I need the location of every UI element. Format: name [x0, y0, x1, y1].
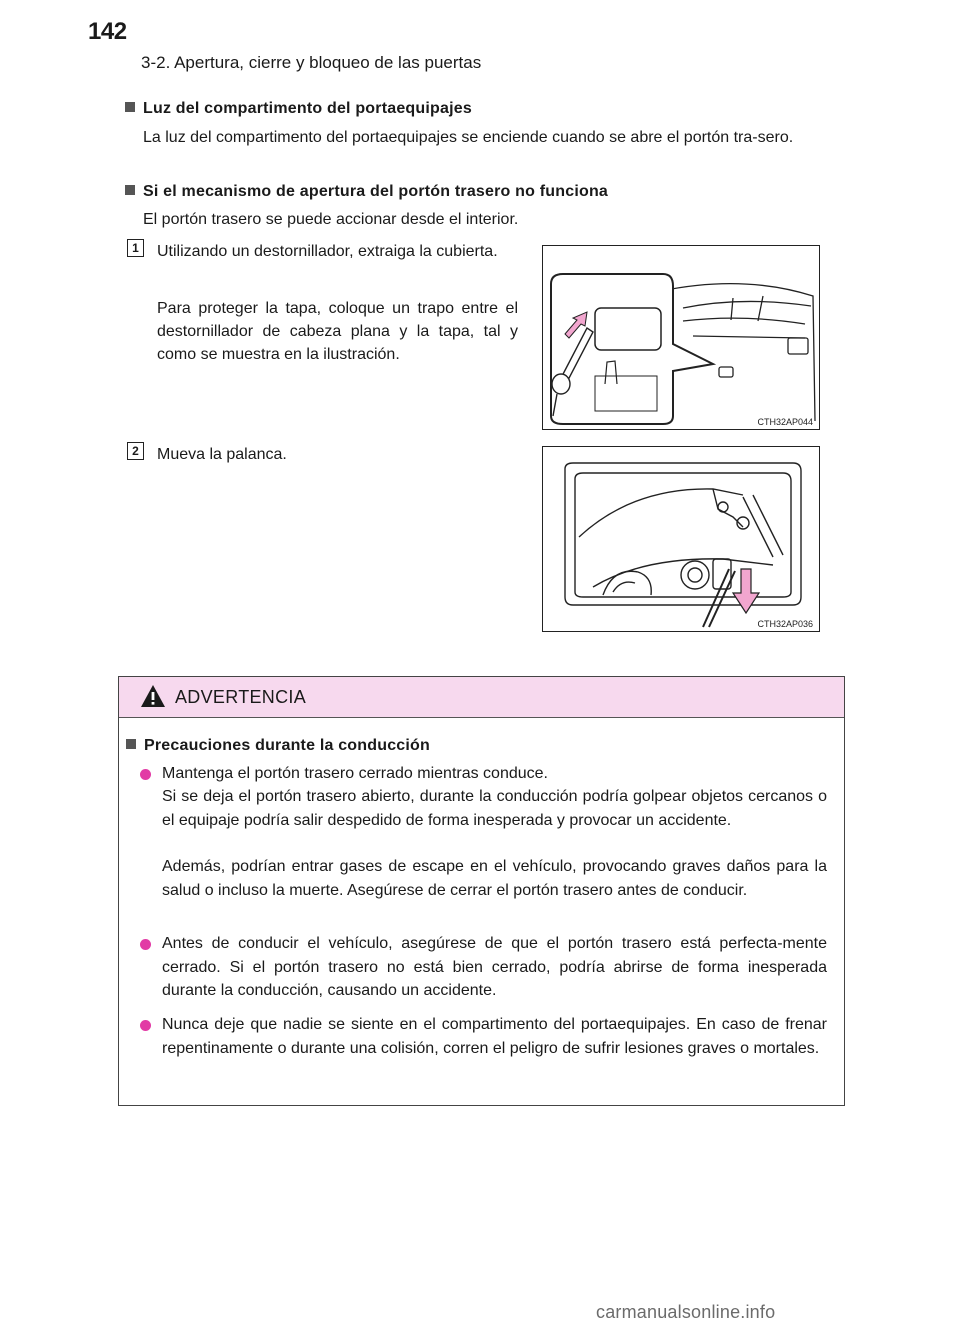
step-1-badge: 1 — [127, 239, 144, 257]
warning-bullet-2: Antes de conducir el vehículo, asegúrese de que el portón trasero está perfecta-mente cerrado. Si el portón trasero no está bien cerrado, podría abrirse de forma inesperada durante la conducción, causando un accidente. — [162, 935, 827, 999]
warning-bullet-3: Nunca deje que nadie se siente en el compartimento del portaequipajes. En caso de frenar repentinamente o durante una colisión, corren el peligro de sufrir lesiones graves o mortales. — [162, 1016, 827, 1057]
section-title: 3-2. Apertura, cierre y bloqueo de las puertas — [141, 53, 482, 72]
watermark: carmanualsonline.info — [596, 1302, 776, 1322]
mecanismo-intro: El portón trasero se puede accionar desde el interior. — [143, 211, 519, 228]
warning-box — [118, 676, 845, 1106]
page-number: 142 — [88, 18, 127, 45]
luz-text — [143, 126, 843, 149]
luz-heading-text: Luz del compartimento del portaequipajes — [143, 100, 472, 117]
warning-title: ADVERTENCIA — [175, 687, 306, 707]
bullet-dot-icon — [140, 939, 151, 950]
warning-heading — [126, 737, 430, 755]
warning-heading-text: Precauciones durante la conducción — [144, 737, 430, 754]
square-bullet-icon — [125, 185, 135, 195]
lever-illustration — [543, 447, 819, 631]
luz-paragraph: La luz del compartimento del portaequipajes se enciende cuando se abre el portón tra-sero. — [143, 129, 794, 146]
mecanismo-heading — [125, 183, 608, 201]
step-1-text: Utilizando un destornillador, extraiga la cubierta. — [157, 243, 498, 260]
figure-step-1 — [542, 245, 820, 430]
square-bullet-icon — [125, 102, 135, 112]
step-1-note: Para proteger la tapa, coloque un trapo entre el destornillador de cabeza plana y la tapa, tal y como se muestra en la ilustración. — [157, 300, 518, 363]
step-2-text: Mueva la palanca. — [157, 446, 287, 463]
warning-bullet-1-line: Mantenga el portón trasero cerrado mientras conduce. — [162, 765, 548, 782]
figure-1-code: CTH32AP044 — [757, 417, 813, 427]
luz-heading — [125, 100, 472, 118]
mecanismo-heading-text: Si el mecanismo de apertura del portón trasero no funciona — [143, 183, 609, 200]
warning-bullet-1-extra: Además, podrían entrar gases de escape en el vehículo, provocando graves daños para la salud o incluso la muerte. Asegúrese de cerrar el portón trasero antes de conducir. — [162, 858, 827, 899]
bullet-dot-icon — [140, 1020, 151, 1031]
bullet-dot-icon — [140, 769, 151, 780]
warning-bullet-1-detail: Si se deja el portón trasero abierto, durante la conducción podría golpear objetos cercanos o el equipaje podría salir despedido de forma inesperada y provocar un accidente. — [162, 788, 827, 829]
step-2-badge: 2 — [127, 442, 144, 460]
warning-triangle-icon — [140, 684, 166, 708]
figure-2-code: CTH32AP036 — [757, 619, 813, 629]
tailgate-cover-illustration — [543, 246, 819, 429]
square-bullet-icon — [126, 739, 136, 749]
warning-header — [119, 677, 844, 718]
figure-step-2 — [542, 446, 820, 632]
